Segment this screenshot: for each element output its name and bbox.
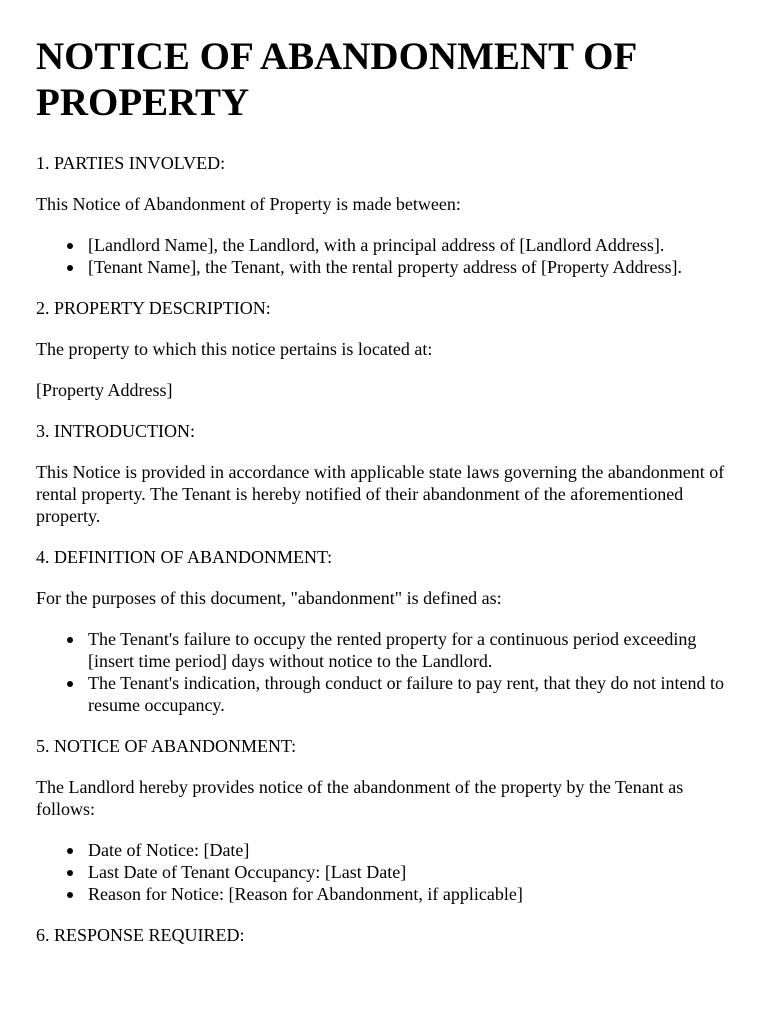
list-item-text: Date of Notice: [Date]	[88, 840, 250, 860]
list-item-text: [Landlord Name], the Landlord, with a principal address of [Landlord Address].	[88, 235, 665, 255]
list-item-text: Last Date of Tenant Occupancy: [Last Date]	[88, 862, 407, 882]
section-heading-introduction: 3. INTRODUCTION:	[36, 421, 195, 441]
bullet-icon	[67, 870, 73, 876]
list-item	[88, 256, 734, 278]
bullet-icon	[67, 848, 73, 854]
bullet-icon	[67, 265, 73, 271]
list-item-text: [Tenant Name], the Tenant, with the rental property address of [Property Address].	[88, 257, 682, 277]
notice-details-list	[36, 839, 734, 905]
parties-list	[36, 234, 734, 278]
list-item	[88, 861, 734, 883]
section-intro-definition: For the purposes of this document, "abandonment" is defined as:	[36, 588, 502, 608]
document-title: NOTICE OF ABANDONMENT OF PROPERTY	[36, 35, 636, 124]
list-item	[88, 883, 734, 905]
list-item	[88, 234, 734, 256]
bullet-icon	[67, 637, 73, 643]
section-heading-property-description: 2. PROPERTY DESCRIPTION:	[36, 298, 271, 318]
section-heading-parties: 1. PARTIES INVOLVED:	[36, 153, 226, 173]
list-item	[88, 839, 734, 861]
list-item-text: The Tenant's indication, through conduct or failure to pay rent, that they do not intend to resume occupancy.	[88, 673, 724, 715]
definition-list	[36, 628, 734, 716]
section-intro-property-description: The property to which this notice pertains is located at:	[36, 339, 433, 359]
list-item	[88, 628, 734, 672]
section-heading-response: 6. RESPONSE REQUIRED:	[36, 925, 245, 945]
bullet-icon	[67, 243, 73, 249]
section-intro-parties: This Notice of Abandonment of Property is made between:	[36, 194, 461, 214]
bullet-icon	[67, 892, 73, 898]
section-intro-notice: The Landlord hereby provides notice of the abandonment of the property by the Tenant as follows:	[36, 777, 684, 819]
list-item-text: Reason for Notice: [Reason for Abandonment, if applicable]	[88, 884, 523, 904]
section-heading-notice: 5. NOTICE OF ABANDONMENT:	[36, 736, 297, 756]
property-address: [Property Address]	[36, 380, 173, 400]
list-item-text: The Tenant's failure to occupy the rented property for a continuous period exceeding [insert time period] days without notice to the Landlord.	[88, 629, 697, 671]
bullet-icon	[67, 681, 73, 687]
list-item	[88, 672, 734, 716]
section-body-introduction: This Notice is provided in accordance with applicable state laws governing the abandonment of rental property. The Tenant is hereby notified of their abandonment of the aforementioned property.	[36, 462, 725, 526]
section-heading-definition: 4. DEFINITION OF ABANDONMENT:	[36, 547, 333, 567]
